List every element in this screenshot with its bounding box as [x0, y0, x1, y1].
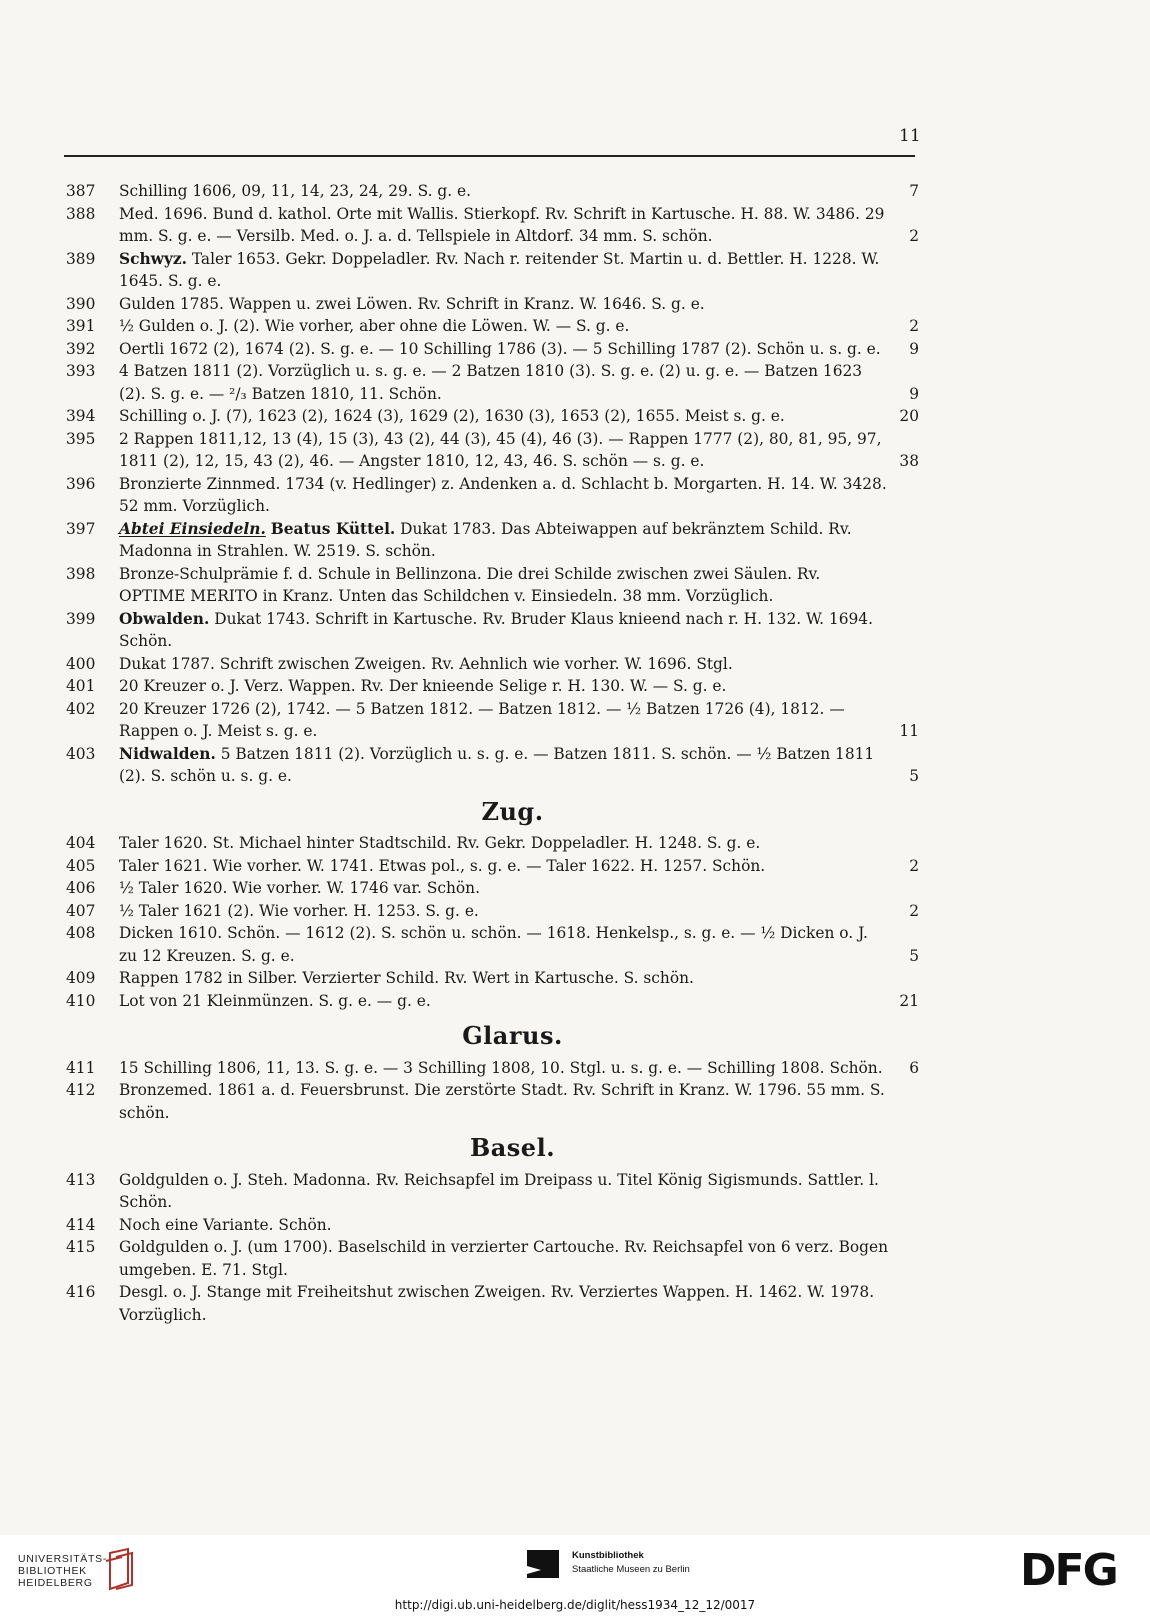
lot-text: 15 Schilling 1806, 11, 13. S. g. e. — 3 Schilling 1808, 10. Stgl. u. s. g. e. — Schilling 1808. Schön. — [119, 1058, 883, 1077]
lot-number: 397 — [66, 519, 96, 538]
lot-count: 5 — [909, 946, 919, 965]
lot-number: 405 — [66, 856, 96, 875]
header-rule — [64, 155, 915, 157]
lot-number: 410 — [66, 991, 96, 1010]
ub-line-2: BIBLIOTHEK — [18, 1565, 87, 1577]
lot-description — [119, 405, 919, 428]
heading-basel: Basel. — [469, 1133, 556, 1162]
ub-line-3: HEIDELBERG — [18, 1577, 93, 1589]
lot-number: 403 — [66, 744, 96, 763]
catalog-entry — [66, 608, 919, 653]
lot-text: Schilling o. J. (7), 1623 (2), 1624 (3), 1629 (2), 1630 (3), 1653 (2), 1655. Meist s. g. e. — [119, 407, 785, 425]
lot-number: 402 — [66, 699, 96, 718]
lot-heading-text: Obwalden. — [119, 609, 210, 628]
lot-text: Schilling 1606, 09, 11, 14, 23, 24, 29. S. g. e. — [119, 182, 472, 200]
catalog-entry — [66, 518, 919, 563]
lot-count: 6 — [909, 1058, 919, 1077]
lot-number: 387 — [66, 182, 96, 200]
lot-description — [119, 518, 919, 563]
lot-text: Dukat 1743. Schrift in Kartusche. Rv. Bruder Klaus knieend nach r. H. 132. W. 1694. Schön. — [119, 609, 873, 650]
lot-description — [119, 855, 919, 878]
catalog-entry — [66, 1169, 919, 1214]
lot-description — [119, 360, 919, 405]
lot-count: 21 — [899, 991, 919, 1010]
lot-text: Dicken 1610. Schön. — 1612 (2). S. schön u. schön. — 1618. Henkelsp., s. g. e. — ½ Dicken o. J. zu 12 Kreuzen. S. g. e. — [119, 924, 868, 965]
entries-section-basel — [66, 1169, 919, 1327]
entries-section-a — [66, 180, 919, 788]
lot-description — [119, 315, 919, 338]
catalog-entry — [66, 698, 919, 743]
lot-description — [119, 832, 919, 855]
lot-description — [119, 293, 919, 316]
lot-description — [119, 990, 919, 1013]
ub-line-1: UNIVERSITÄTS- — [18, 1553, 108, 1565]
catalog-entry — [66, 1214, 919, 1237]
ub-heidelberg-logo-icon — [102, 1547, 136, 1591]
lot-count: 7 — [909, 182, 919, 200]
lot-number: 394 — [66, 407, 96, 425]
lot-text: Taler 1620. St. Michael hinter Stadtschild. Rv. Gekr. Doppeladler. H. 1248. S. g. e. — [119, 834, 761, 852]
footer-bar — [0, 1535, 1150, 1617]
lot-number: 413 — [66, 1170, 96, 1189]
heading-glarus: Glarus. — [462, 1021, 563, 1050]
lot-description — [119, 922, 919, 967]
lot-description — [119, 877, 919, 900]
lot-number: 392 — [66, 339, 96, 358]
lot-description — [119, 1169, 919, 1214]
ub-heidelberg-text — [18, 1553, 107, 1589]
lot-heading-text: Nidwalden. — [119, 744, 216, 763]
lot-number: 390 — [66, 294, 96, 313]
catalog-entry — [66, 877, 919, 900]
lot-number: 393 — [66, 362, 96, 380]
lot-description — [119, 653, 919, 676]
lot-count: 5 — [909, 767, 919, 785]
lot-number: 406 — [66, 879, 96, 897]
lot-text: Bronzemed. 1861 a. d. Feuersbrunst. Die zerstörte Stadt. Rv. Schrift in Kranz. W. 1796. 55 mm. S. schön. — [119, 1081, 885, 1122]
lot-text: 4 Batzen 1811 (2). Vorzüglich u. s. g. e. — 2 Batzen 1810 (3). S. g. e. (2) u. g. e. — Batzen 1623 (2). S. g. e. — ²/₃ Batzen 1810, 11. Schön. — [119, 362, 863, 403]
lot-description — [119, 473, 919, 518]
catalog-entry — [66, 1281, 919, 1326]
lot-number: 395 — [66, 429, 96, 448]
catalog-entry — [66, 743, 919, 788]
lot-description — [119, 698, 919, 743]
lot-number: 400 — [66, 654, 96, 673]
lot-description — [119, 900, 919, 923]
catalog-content — [66, 180, 919, 1326]
catalog-entry — [66, 180, 919, 203]
lot-description — [119, 967, 919, 990]
lot-description — [119, 1214, 919, 1237]
lot-description — [119, 203, 919, 248]
dfg-logo: DFG — [1020, 1545, 1117, 1596]
lot-count: 2 — [909, 856, 919, 875]
lot-text: 20 Kreuzer o. J. Verz. Wappen. Rv. Der knieende Selige r. H. 130. W. — S. g. e. — [119, 677, 727, 695]
lot-heading-text: Schwyz. — [119, 249, 187, 268]
lot-text: Bronzierte Zinnmed. 1734 (v. Hedlinger) z. Andenken a. d. Schlacht b. Morgarten. H. 14. W. 3428. 52 mm. Vorzüglich. — [119, 474, 887, 515]
lot-count: 2 — [909, 227, 919, 245]
lot-number: 412 — [66, 1081, 96, 1099]
lot-description — [119, 180, 919, 203]
lot-number: 416 — [66, 1283, 96, 1301]
lot-text: Taler 1653. Gekr. Doppeladler. Rv. Nach r. reitender St. Martin u. d. Bettler. H. 1228. W. 1645. S. g. e. — [119, 249, 880, 290]
catalog-entry — [66, 360, 919, 405]
lot-count: 9 — [909, 384, 919, 403]
catalog-entry — [66, 967, 919, 990]
catalog-entry — [66, 428, 919, 473]
lot-description — [119, 1057, 919, 1080]
lot-text: Dukat 1787. Schrift zwischen Zweigen. Rv. Aehnlich wie vorher. W. 1696. Stgl. — [119, 654, 733, 673]
lot-text: Gulden 1785. Wappen u. zwei Löwen. Rv. Schrift in Kranz. W. 1646. S. g. e. — [119, 294, 705, 313]
lot-description — [119, 1079, 919, 1124]
catalog-entry — [66, 405, 919, 428]
lot-number: 414 — [66, 1215, 96, 1234]
lot-text: 20 Kreuzer 1726 (2), 1742. — 5 Batzen 1812. — Batzen 1812. — ½ Batzen 1726 (4), 1812. — Rappen o. J. Meist s. g. e. — [119, 699, 845, 740]
lot-number: 396 — [66, 474, 96, 493]
lot-number: 401 — [66, 677, 96, 695]
lot-number: 407 — [66, 901, 96, 920]
catalog-entry — [66, 563, 919, 608]
lot-number: 409 — [66, 969, 96, 987]
lot-number: 389 — [66, 249, 96, 268]
catalog-entry — [66, 203, 919, 248]
kunstbibliothek-text — [572, 1549, 690, 1577]
lot-text: Dukat 1783. Das Abteiwappen auf bekränztem Schild. Rv. Madonna in Strahlen. W. 2519. S. schön. — [119, 519, 852, 560]
lot-text: Rappen 1782 in Silber. Verzierter Schild. Rv. Wert in Kartusche. S. schön. — [119, 969, 694, 987]
catalog-entry — [66, 855, 919, 878]
lot-number: 415 — [66, 1238, 96, 1256]
lot-number: 408 — [66, 924, 96, 942]
lot-count: 9 — [909, 339, 919, 358]
lot-count: 20 — [899, 407, 919, 425]
lot-heading-text: Abtei Einsiedeln. — [119, 519, 266, 538]
catalog-entry — [66, 338, 919, 361]
catalog-entry — [66, 990, 919, 1013]
lot-heading-text: Beatus Küttel. — [270, 519, 396, 538]
lot-text: Goldgulden o. J. Steh. Madonna. Rv. Reichsapfel im Dreipass u. Titel König Sigismunds. Sattler. l. Schön. — [119, 1170, 879, 1211]
lot-text: Desgl. o. J. Stange mit Freiheitshut zwischen Zweigen. Rv. Verziertes Wappen. H. 1462. W. 1978. Vorzüglich. — [119, 1283, 875, 1324]
lot-text: Taler 1621. Wie vorher. W. 1741. Etwas pol., s. g. e. — Taler 1622. H. 1257. Schön. — [119, 856, 766, 875]
catalog-entry — [66, 1236, 919, 1281]
lot-text: ½ Taler 1620. Wie vorher. W. 1746 var. Schön. — [119, 879, 480, 897]
lot-number: 411 — [66, 1058, 96, 1077]
lot-number: 391 — [66, 317, 96, 335]
lot-text: Bronze-Schulprämie f. d. Schule in Bellinzona. Die drei Schilde zwischen zwei Säulen. Rv. OPTIME MERITO in Kranz. Unten das Schildchen v. Einsiedeln. 38 mm. Vorzüglich. — [119, 564, 821, 605]
lot-description — [119, 428, 919, 473]
lot-text: Noch eine Variante. Schön. — [119, 1215, 332, 1234]
lot-count: 38 — [899, 452, 919, 470]
kb-line-2: Staatliche Museen zu Berlin — [572, 1564, 690, 1575]
catalog-entry — [66, 832, 919, 855]
lot-text: 2 Rappen 1811,12, 13 (4), 15 (3), 43 (2), 44 (3), 45 (4), 46 (3). — Rappen 1777 (2), 80, 81, 95, 97, 1811 (2), 12, 15, 43 (2), 46. — Angster 1810, 12, 43, 46. S. schön — s. g. e. — [119, 429, 882, 470]
lot-text: ½ Taler 1621 (2). Wie vorher. H. 1253. S. g. e. — [119, 901, 479, 920]
lot-description — [119, 338, 919, 361]
catalog-entry — [66, 248, 919, 293]
permalink-url[interactable]: http://digi.ub.uni-heidelberg.de/diglit/hess1934_12_12/0017 — [394, 1598, 756, 1612]
catalog-entry — [66, 900, 919, 923]
catalog-entry — [66, 315, 919, 338]
catalog-entry — [66, 473, 919, 518]
catalog-entry — [66, 653, 919, 676]
catalog-entry — [66, 1057, 919, 1080]
page-number: 11 — [899, 126, 921, 146]
lot-text: Goldgulden o. J. (um 1700). Baselschild in verzierter Cartouche. Rv. Reichsapfel von 6 verz. Bogen umgeben. E. 71. Stgl. — [119, 1238, 889, 1279]
kunstbibliothek-logo-icon — [525, 1548, 565, 1584]
lot-description — [119, 563, 919, 608]
lot-description — [119, 608, 919, 653]
catalog-entry — [66, 675, 919, 698]
lot-text: 5 Batzen 1811 (2). Vorzüglich u. s. g. e. — Batzen 1811. S. schön. — ½ Batzen 1811 (2). S. schön u. s. g. e. — [119, 744, 875, 785]
entries-section-zug — [66, 832, 919, 1012]
lot-number: 388 — [66, 204, 96, 223]
heading-zug: Zug. — [481, 796, 544, 826]
lot-description — [119, 1236, 919, 1281]
lot-description — [119, 743, 919, 788]
lot-description — [119, 248, 919, 293]
lot-number: 404 — [66, 834, 96, 852]
lot-count: 2 — [909, 317, 919, 335]
lot-text: Med. 1696. Bund d. kathol. Orte mit Wallis. Stierkopf. Rv. Schrift in Kartusche. H. 88. W. 3486. 29 mm. S. g. e. — Versilb. Med. o. J. a. d. Tellspiele in Altdorf. 34 mm. S. schön. — [119, 204, 885, 245]
lot-text: ½ Gulden o. J. (2). Wie vorher, aber ohne die Löwen. W. — S. g. e. — [119, 317, 630, 335]
lot-count: 2 — [909, 901, 919, 920]
lot-text: Oertli 1672 (2), 1674 (2). S. g. e. — 10 Schilling 1786 (3). — 5 Schilling 1787 (2). Schön u. s. g. e. — [119, 339, 881, 358]
lot-description — [119, 1281, 919, 1326]
lot-count: 11 — [899, 722, 919, 740]
entries-section-glarus — [66, 1057, 919, 1125]
lot-number: 398 — [66, 564, 96, 583]
kb-line-1: Kunstbibliothek — [572, 1550, 644, 1561]
catalog-entry — [66, 922, 919, 967]
lot-description — [119, 675, 919, 698]
lot-text: Lot von 21 Kleinmünzen. S. g. e. — g. e. — [119, 991, 431, 1010]
catalog-entry — [66, 1079, 919, 1124]
lot-number: 399 — [66, 609, 96, 628]
catalog-entry — [66, 293, 919, 316]
